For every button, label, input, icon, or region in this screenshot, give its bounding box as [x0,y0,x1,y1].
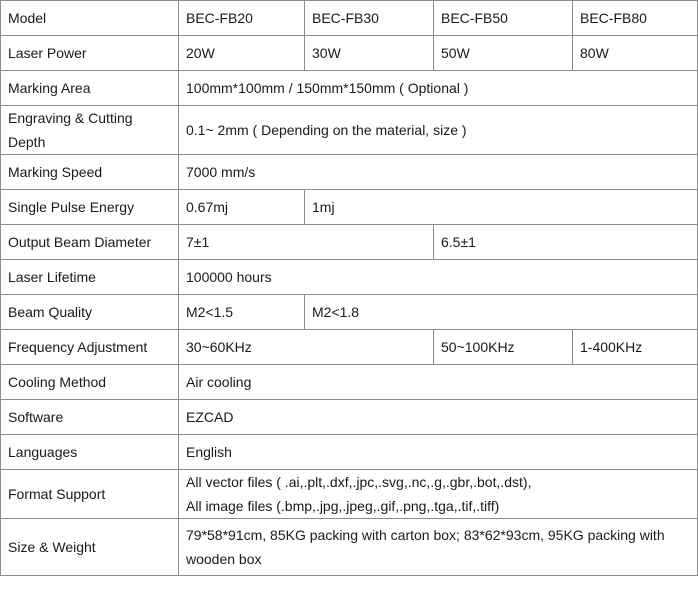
row-label-model: Model [1,1,179,36]
beam-diameter-low: 7±1 [179,225,434,260]
beam-quality-others: M2<1.8 [305,295,698,330]
model-cell-fb50: BEC-FB50 [434,1,573,36]
row-label-laser-lifetime: Laser Lifetime [1,260,179,295]
laser-power-fb50: 50W [434,36,573,71]
laser-lifetime-value: 100000 hours [179,260,698,295]
size-weight-value [179,519,698,576]
row-label-beam-diameter: Output Beam Diameter [1,225,179,260]
table-row-model [1,1,698,36]
table-row-marking-area [1,71,698,106]
languages-value: English [179,435,698,470]
laser-power-fb30: 30W [305,36,434,71]
beam-quality-fb20: M2<1.5 [179,295,305,330]
cooling-value: Air cooling [179,365,698,400]
table-row-languages [1,435,698,470]
row-label-marking-area: Marking Area [1,71,179,106]
frequency-low: 30~60KHz [179,330,434,365]
software-value: EZCAD [179,400,698,435]
table-row-pulse-energy [1,190,698,225]
row-label-laser-power: Laser Power [1,36,179,71]
engraving-depth-value: 0.1~ 2mm ( Depending on the material, size ) [179,106,698,155]
size-weight-line-1: 79*58*91cm, 85KG packing with carton box; 83*62*93cm, 95KG packing with [186,527,665,543]
pulse-energy-others: 1mj [305,190,698,225]
row-label-format-support: Format Support [1,470,179,519]
beam-diameter-high: 6.5±1 [434,225,698,260]
table-row-frequency [1,330,698,365]
size-weight-line-2: wooden box [186,551,262,567]
table-row-size-weight [1,519,698,576]
row-label-marking-speed: Marking Speed [1,155,179,190]
row-label-beam-quality: Beam Quality [1,295,179,330]
model-cell-fb80: BEC-FB80 [573,1,698,36]
table-row-engraving-depth [1,106,698,155]
row-label-engraving-depth: Engraving & Cutting Depth [1,106,179,155]
pulse-energy-fb20: 0.67mj [179,190,305,225]
table-row-format-support [1,470,698,519]
table-row-laser-power [1,36,698,71]
table-row-laser-lifetime [1,260,698,295]
marking-area-value: 100mm*100mm / 150mm*150mm ( Optional ) [179,71,698,106]
laser-power-fb80: 80W [573,36,698,71]
row-label-languages: Languages [1,435,179,470]
frequency-high: 1-400KHz [573,330,698,365]
format-support-vector: All vector files ( .ai,.plt,.dxf,.jpc,.svg,.nc,.g,.gbr,.bot,.dst), [186,474,532,490]
frequency-mid: 50~100KHz [434,330,573,365]
marking-speed-value: 7000 mm/s [179,155,698,190]
table-row-marking-speed [1,155,698,190]
row-label-size-weight: Size & Weight [1,519,179,576]
laser-power-fb20: 20W [179,36,305,71]
row-label-pulse-energy: Single Pulse Energy [1,190,179,225]
format-support-value [179,470,698,519]
row-label-cooling: Cooling Method [1,365,179,400]
row-label-frequency: Frequency Adjustment [1,330,179,365]
model-cell-fb30: BEC-FB30 [305,1,434,36]
row-label-software: Software [1,400,179,435]
model-cell-fb20: BEC-FB20 [179,1,305,36]
format-support-image: All image files (.bmp,.jpg,.jpeg,.gif,.png,.tga,.tif,.tiff) [186,498,500,514]
table-row-software [1,400,698,435]
table-row-beam-quality [1,295,698,330]
table-row-beam-diameter [1,225,698,260]
table-row-cooling [1,365,698,400]
